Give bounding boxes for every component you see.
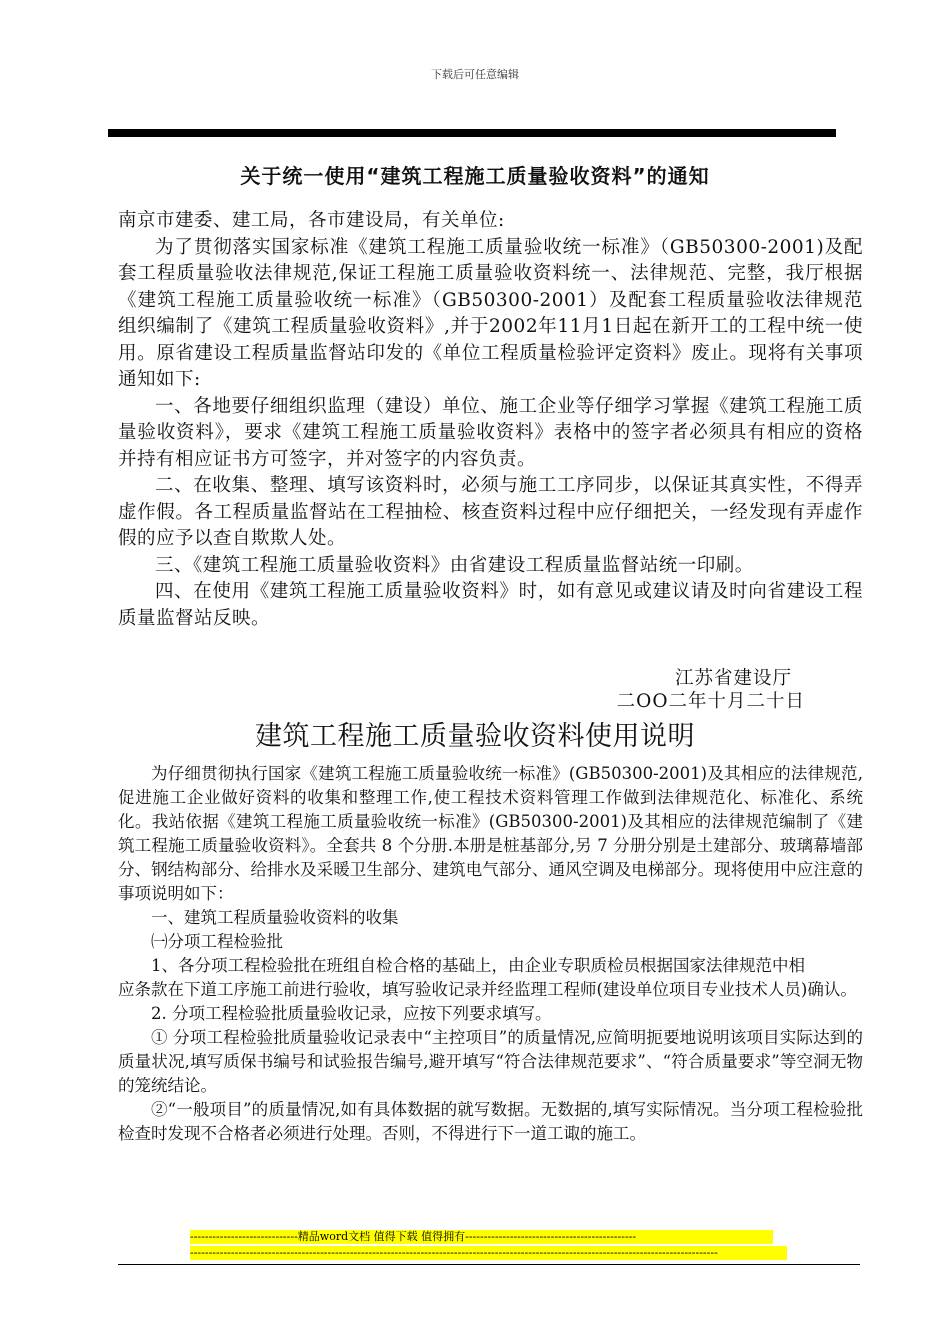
footer-rule bbox=[118, 1264, 860, 1265]
guide-title: 建筑工程施工质量验收资料使用说明 bbox=[255, 721, 695, 752]
page-header-caption: 下载后可任意编辑 bbox=[431, 68, 519, 81]
notice-paragraph: 三、《建筑工程施工质量验收资料》由省建设工程质量监督站统一印刷。 bbox=[155, 554, 754, 576]
guide-paragraph: 2. 分项工程检验批质量验收记录，应按下列要求填写。 bbox=[151, 1004, 552, 1023]
footer-banner: -----------------------------精品word文档 值得下载 值得拥有---------------------------------------------- bbox=[190, 1230, 773, 1244]
notice-date: 二OO二年十月二十日 bbox=[616, 691, 805, 712]
notice-paragraph: 一、各地要仔细组织监理（建设）单位、施工企业等仔细学习掌握《建筑工程施工质量验收资料》，要求《建筑工程施工质量验收资料》表格中的签字者必须具有相应的资格并持有相应证书方可签字，并对签字的内容负责。 bbox=[118, 395, 863, 470]
notice-title: 关于统一使用“建筑工程施工质量验收资料”的通知 bbox=[240, 164, 710, 188]
guide-paragraph: ②“一般项目”的质量情况,如有具体数据的就写数据。无数据的,填写实际情况。当分项工程检验批检查时发现不合格者必须进行处理。否则，不得进行下一道工诹的施工。 bbox=[118, 1100, 863, 1143]
footer-dash-line: ---------------------------------------------------------------------------------------------------------------------------------------------- bbox=[190, 1246, 787, 1260]
notice-paragraph: 为了贯彻落实国家标准《建筑工程施工质量验收统一标准》（GB50300-2001)及配套工程质量验收法律规范,保证工程施工质量验收资料统一、法律规范、完整，我厅根据《建筑工程施工质量验收统一标准》（GB50300-2001）及配套工程质量验收法律规范组织编制了《建筑工程质量验收资料》,并于2002年11月1日起在新开工的工程中统一使用。原省建设工程质量监督站印发的《单位工程质量检验评定资料》废止。现将有关事项通知如下: bbox=[118, 236, 863, 390]
notice-body bbox=[118, 208, 863, 632]
notice-salutation: 南京市建委、建工局，各市建设局，有关单位: bbox=[118, 210, 505, 231]
header-rule bbox=[108, 129, 836, 137]
notice-paragraph: 二、在收集、整理、填写该资料时，必须与施工工序同步，以保证其真实性，不得弄虚作假。各工程质量监督站在工程抽检、核查资料过程中应仔细把关，一经发现有弄虚作假的应予以查自欺欺人处。 bbox=[118, 475, 863, 549]
guide-section-heading: 一、建筑工程质量验收资料的收集 bbox=[151, 908, 399, 927]
notice-signer: 江苏省建设厅 bbox=[674, 668, 792, 689]
guide-paragraph: 1、各分项工程检验批在班组自检合格的基础上，由企业专职质检员根据国家法律规范中相 bbox=[151, 956, 805, 975]
guide-paragraph: 应条款在下道工序施工前进行验收，填写验收记录并经监理工程师(建设单位项目专业技术人员)确认。 bbox=[118, 980, 857, 999]
guide-body bbox=[118, 762, 863, 1146]
guide-paragraph: ① 分项工程检验批质量验收记录表中“主控项目”的质量情况,应简明扼要地说明该项目实际达到的质量状况,填写质保书编号和试验报告编号,避开填写“符合法律规范要求”、“符合质量要求”等空洞无物的笼统结论。 bbox=[118, 1028, 863, 1095]
guide-paragraph: 为仔细贯彻执行国家《建筑工程施工质量验收统一标准》(GB50300-2001)及其相应的法律规范,促进施工企业做好资料的收集和整理工作,使工程技术资料管理工作做到法律规范化、标准化、系统化。我站依据《建筑工程施工质量验收统一标准》(GB50300-2001)及其相应的法律规范编制了《建筑工程施工质量验收资料》。全套共 8 个分册.本册是桩基部分,另 7 分册分别是土建部分、玻璃幕墙部分、钢结构部分、给排水及采暖卫生部分、建筑电气部分、通风空调及电梯部分。现将使用中应注意的事项说明如下： bbox=[118, 764, 863, 903]
guide-subsection-heading: ㈠分项工程检验批 bbox=[151, 932, 283, 951]
notice-paragraph: 四、在使用《建筑工程施工质量验收资料》时，如有意见或建议请及时向省建设工程质量监督站反映。 bbox=[118, 581, 863, 629]
